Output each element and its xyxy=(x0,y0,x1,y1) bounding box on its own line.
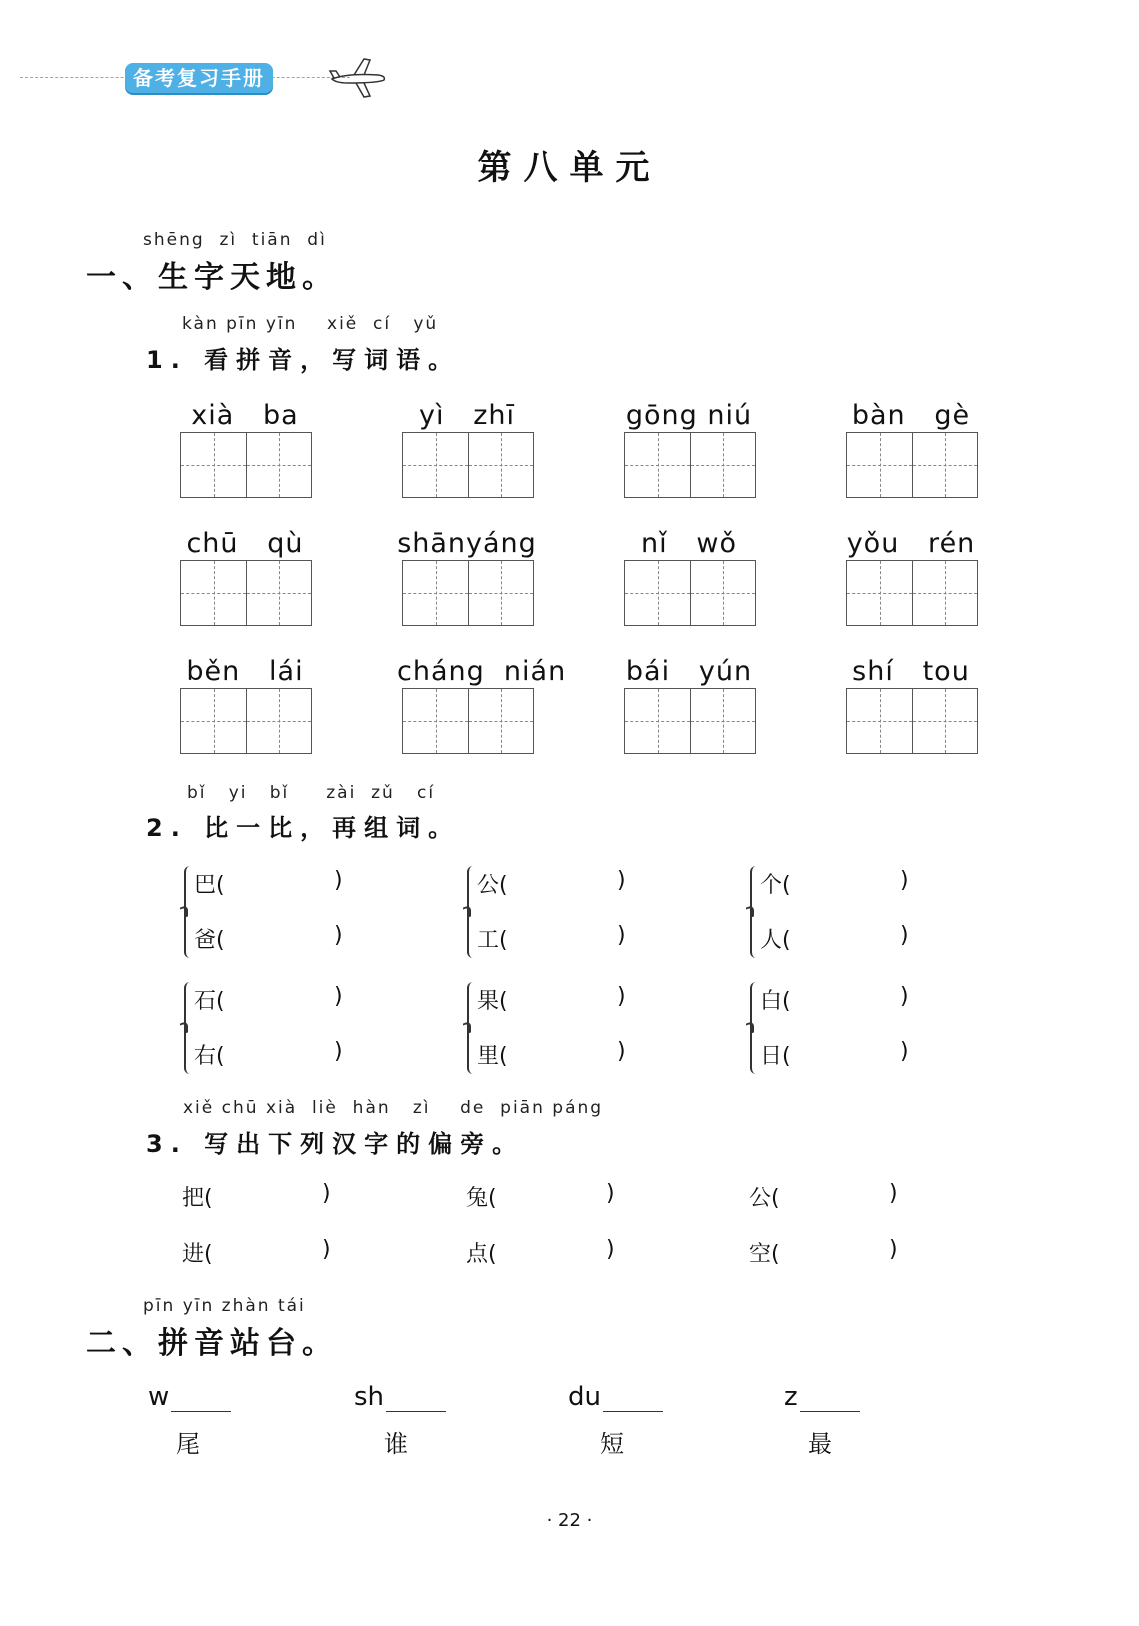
writing-grid[interactable] xyxy=(624,432,756,498)
compare-char: 白( xyxy=(760,989,791,1014)
airplane-icon xyxy=(328,55,388,99)
radical-item: 公( ) xyxy=(749,1181,898,1211)
pinyin-word: shānyáng xyxy=(397,528,537,559)
writing-grid[interactable] xyxy=(402,688,534,754)
compare-char: 果( xyxy=(477,989,508,1014)
answer-line[interactable] xyxy=(800,1385,860,1412)
hanzi-char: 谁 xyxy=(384,1430,408,1458)
writing-grid[interactable] xyxy=(624,560,756,626)
pinyin-initial: w xyxy=(148,1382,170,1412)
writing-grid[interactable] xyxy=(180,560,312,626)
compare-char: 工( xyxy=(477,928,508,953)
radical-item: 空( ) xyxy=(749,1237,898,1267)
pinyin-initial: z xyxy=(784,1382,798,1412)
pinyin-word: bàn gè xyxy=(851,400,971,431)
writing-grid[interactable] xyxy=(846,432,978,498)
compare-pair xyxy=(467,982,637,1092)
close-paren: ) xyxy=(617,868,626,893)
page-number: · 22 · xyxy=(546,1510,593,1531)
close-paren: ) xyxy=(606,1237,615,1262)
compare-char: 巴( xyxy=(194,873,225,898)
compare-char: 右( xyxy=(194,1044,225,1069)
close-paren: ) xyxy=(617,923,626,948)
banner-badge: 备考复习手册 xyxy=(125,63,273,93)
compare-char: 公( xyxy=(477,873,508,898)
compare-char: 石( xyxy=(194,989,225,1014)
compare-pair xyxy=(467,866,637,976)
close-paren: ) xyxy=(334,1039,343,1064)
close-paren: ) xyxy=(334,868,343,893)
pinyin-word: yǒu rén xyxy=(846,528,976,559)
answer-line[interactable] xyxy=(386,1385,446,1412)
close-paren: ) xyxy=(889,1181,898,1206)
pinyin-word: yì zhī xyxy=(418,400,515,431)
q1-title: 1. 看拼音，写词语。 xyxy=(146,346,461,374)
compare-char: 里( xyxy=(477,1044,508,1069)
header-banner xyxy=(20,55,400,105)
compare-pair xyxy=(750,982,920,1092)
pinyin-blank[interactable] xyxy=(784,1382,924,1458)
section2-title: 二、拼音站台。 xyxy=(86,1326,338,1361)
q3-pinyin: xiě chū xià liè hàn zì de piān páng xyxy=(183,1098,604,1118)
pinyin-word: chū qù xyxy=(186,528,304,559)
pinyin-word: bái yún xyxy=(625,656,753,687)
radical-item: 点( ) xyxy=(466,1237,615,1267)
writing-grid[interactable] xyxy=(180,688,312,754)
radical-item: 把( ) xyxy=(182,1181,331,1211)
writing-grid[interactable] xyxy=(402,432,534,498)
radical-item: 进( ) xyxy=(182,1237,331,1267)
pinyin-word: nǐ wǒ xyxy=(641,528,737,559)
section1-title: 一、生字天地。 xyxy=(86,260,338,295)
radical-item: 兔( ) xyxy=(466,1181,615,1211)
compare-pair xyxy=(750,866,920,976)
pinyin-word: shí tou xyxy=(852,656,970,687)
writing-grid[interactable] xyxy=(180,432,312,498)
close-paren: ) xyxy=(900,1039,909,1064)
q3-title: 3. 写出下列汉字的偏旁。 xyxy=(146,1130,525,1158)
compare-pair xyxy=(184,866,354,976)
compare-char: 个( xyxy=(760,873,791,898)
q2-pinyin: bǐ yi bǐ zài zǔ cí xyxy=(187,783,436,803)
close-paren: ) xyxy=(900,984,909,1009)
writing-grid[interactable] xyxy=(402,560,534,626)
page-title: 第八单元 xyxy=(477,148,662,188)
hanzi-char: 最 xyxy=(808,1430,832,1458)
compare-pair xyxy=(184,982,354,1092)
compare-char: 日( xyxy=(760,1044,791,1069)
close-paren: ) xyxy=(322,1237,331,1262)
close-paren: ) xyxy=(322,1181,331,1206)
close-paren: ) xyxy=(900,923,909,948)
pinyin-word: gōng niú xyxy=(625,400,753,431)
pinyin-word: běn lái xyxy=(186,656,304,687)
hanzi-char: 尾 xyxy=(176,1430,200,1458)
q1-pinyin: kàn pīn yīn xiě cí yǔ xyxy=(182,314,439,334)
q2-title: 2. 比一比，再组词。 xyxy=(146,814,461,842)
writing-grid[interactable] xyxy=(846,688,978,754)
close-paren: ) xyxy=(606,1181,615,1206)
pinyin-blank[interactable] xyxy=(568,1382,708,1458)
pinyin-initial: du xyxy=(568,1382,601,1412)
writing-grid[interactable] xyxy=(624,688,756,754)
pinyin-word: xià ba xyxy=(191,400,299,431)
close-paren: ) xyxy=(889,1237,898,1262)
section1-pinyin: shēng zì tiān dì xyxy=(143,230,327,250)
hanzi-char: 短 xyxy=(600,1430,624,1458)
close-paren: ) xyxy=(617,984,626,1009)
pinyin-blank[interactable] xyxy=(354,1382,494,1458)
close-paren: ) xyxy=(334,984,343,1009)
pinyin-initial: sh xyxy=(354,1382,385,1412)
compare-char: 爸( xyxy=(194,928,225,953)
writing-grid[interactable] xyxy=(846,560,978,626)
answer-line[interactable] xyxy=(603,1385,663,1412)
section2-pinyin: pīn yīn zhàn tái xyxy=(143,1296,306,1316)
close-paren: ) xyxy=(617,1039,626,1064)
close-paren: ) xyxy=(900,868,909,893)
pinyin-word: cháng nián xyxy=(397,656,567,687)
compare-char: 人( xyxy=(760,928,791,953)
pinyin-blank[interactable] xyxy=(148,1382,288,1458)
close-paren: ) xyxy=(334,923,343,948)
answer-line[interactable] xyxy=(171,1385,231,1412)
